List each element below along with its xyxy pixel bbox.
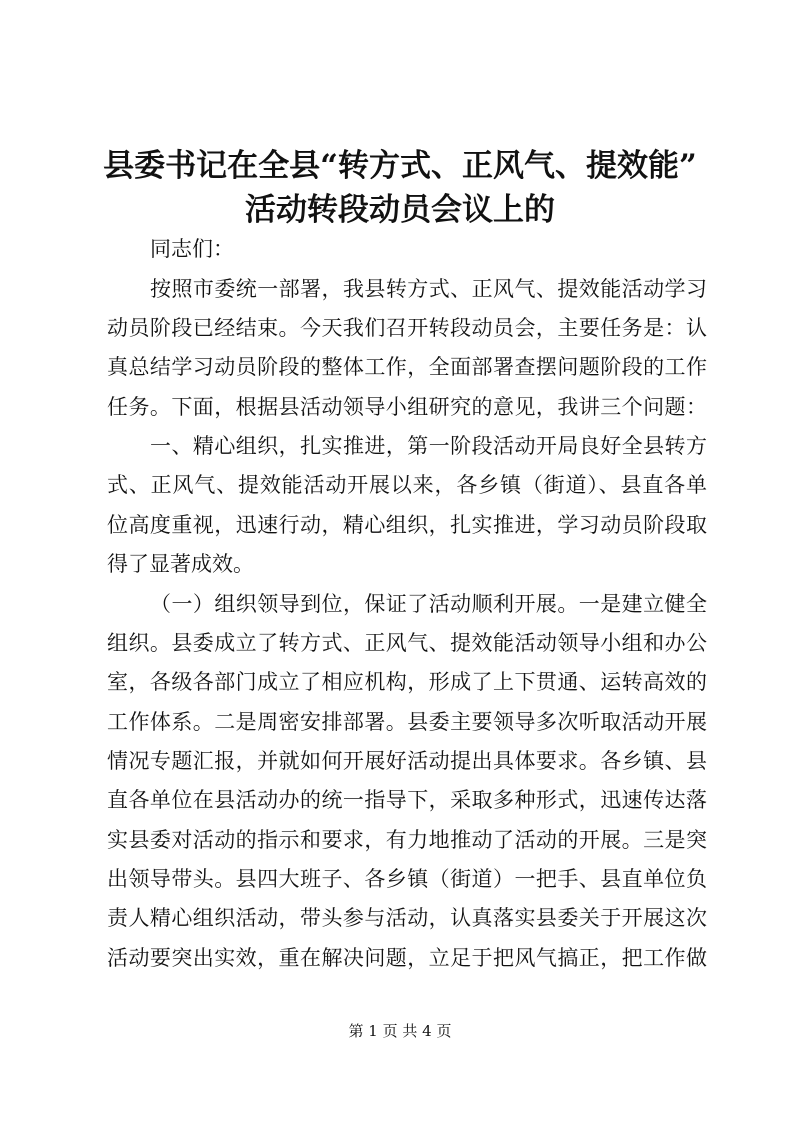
body-line: 动员阶段已经结束。今天我们召开转段动员会，主要任务是：认 [107,316,707,340]
salutation: 同志们： [150,237,234,261]
body-line: 得了显著成效。 [107,552,254,576]
body-line: 情况专题汇报，并就如何开展好活动提出具体要求。各乡镇、县 [107,749,707,773]
body-line: 室，各级各部门成立了相应机构，形成了上下贯通、运转高效的 [107,670,707,694]
body-line: 责人精心组织活动，带头参与活动，认真落实县委关于开展这次 [107,906,707,930]
body-line: 直各单位在县活动办的统一指导下，采取多种形式，迅速传达落 [107,788,707,812]
body-line: 式、正风气、提效能活动开展以来，各乡镇（街道）、县直各单 [107,473,707,497]
body-line: 位高度重视，迅速行动，精心组织，扎实推进，学习动员阶段取 [107,513,707,537]
body-line: 一、精心组织，扎实推进，第一阶段活动开局良好全县转方 [150,434,707,458]
document-title-line-1: 县委书记在全县“转方式、正风气、提效能” [103,148,697,184]
body-line: 出领导带头。县四大班子、各乡镇（街道）一把手、县直单位负 [107,867,707,891]
body-line: 实县委对活动的指示和要求，有力地推动了活动的开展。三是突 [107,828,707,852]
page-footer: 第 1 页 共 4 页 [348,1022,452,1040]
body-line: 任务。下面，根据县活动领导小组研究的意见，我讲三个问题： [107,395,707,419]
body-line: （一）组织领导到位，保证了活动顺利开展。一是建立健全 [150,592,707,616]
body-line: 工作体系。二是周密安排部署。县委主要领导多次听取活动开展 [107,710,707,734]
body-line: 按照市委统一部署，我县转方式、正风气、提效能活动学习 [150,277,707,301]
body-line: 组织。县委成立了转方式、正风气、提效能活动领导小组和办公 [107,631,707,655]
document-title-line-2: 活动转段动员会议上的 [245,192,555,228]
body-line: 活动要突出实效，重在解决问题，立足于把风气搞正，把工作做 [107,946,707,970]
body-line: 真总结学习动员阶段的整体工作，全面部署查摆问题阶段的工作 [107,355,707,379]
